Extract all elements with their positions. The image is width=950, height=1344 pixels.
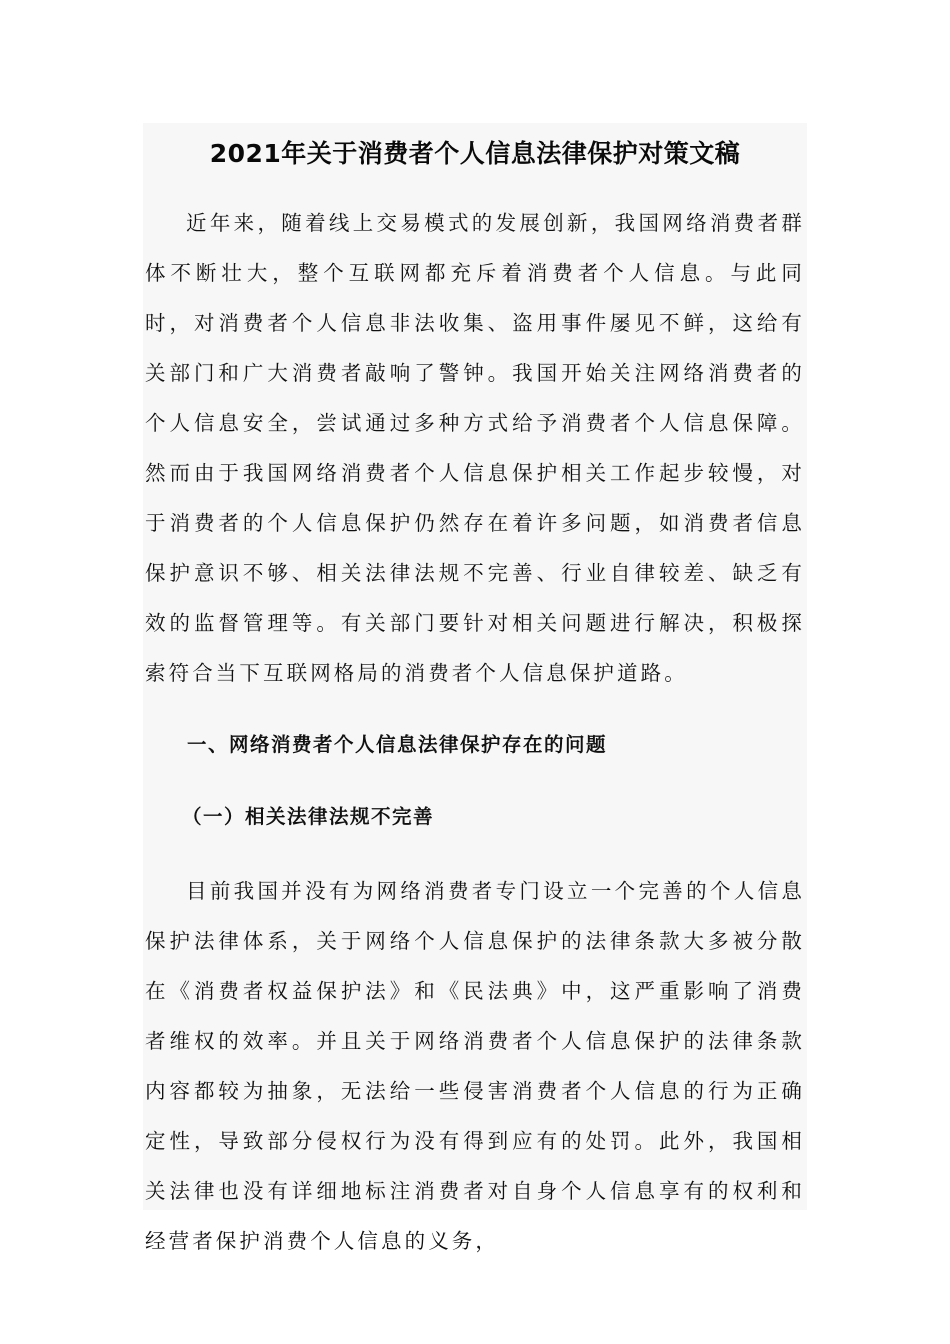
section-heading-1: 一、网络消费者个人信息法律保护存在的问题 — [187, 733, 608, 756]
paragraph-intro: 近年来，随着线上交易模式的发展创新，我国网络消费者群体不断壮大，整个互联网都充斥着消费者个人信息。与此同时，对消费者个人信息非法收集、盗用事件屡见不鲜，这给有关部门和广大消费者敲响了警钟。我国开始关注网络消费者的个人信息安全，尝试通过多种方式给予消费者个人信息保障。然而由于我国网络消费者个人信息保护相关工作起步较慢，对于消费者的个人信息保护仍然存在着许多问题，如消费者信息保护意识不够、相关法律法规不完善、行业自律较差、缺乏有效的监督管理等。有关部门要针对相关问题进行解决，积极探索符合当下互联网格局的消费者个人信息保护道路。 — [145, 211, 805, 685]
document-title: 2021年关于消费者个人信息法律保护对策文稿 — [209, 139, 741, 168]
subsection-heading-1: （一）相关法律法规不完善 — [182, 805, 435, 828]
paragraph-laws: 目前我国并没有为网络消费者专门设立一个完善的个人信息保护法律体系，关于网络个人信息保护的法律条款大多被分散在《消费者权益保护法》和《民法典》中，这严重影响了消费者维权的效率。并且关于网络消费者个人信息保护的法律条款内容都较为抽象，无法给一些侵害消费者个人信息的行为正确定性，导致部分侵权行为没有得到应有的处罚。此外，我国相关法律也没有详细地标注消费者对自身个人信息享有的权利和经营者保护消费个人信息的义务， — [145, 879, 805, 1253]
